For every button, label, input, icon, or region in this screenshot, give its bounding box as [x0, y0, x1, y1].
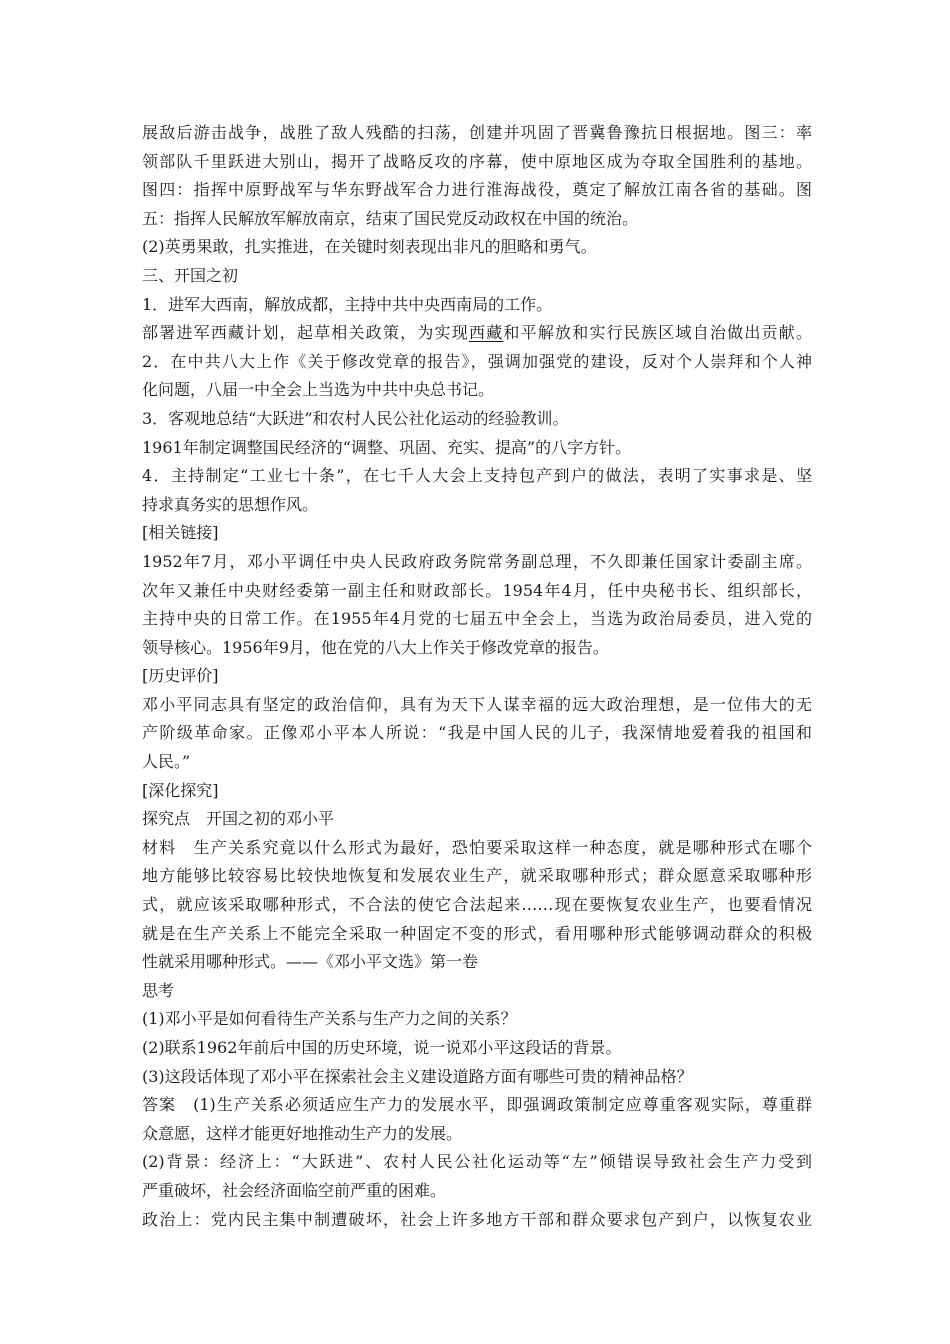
section-heading: 三、开国之初 [142, 265, 239, 285]
text-line: 化问题，八届一中全会上当选为中共中央总书记。 [142, 380, 495, 400]
text-line: (2)背景：经济上：“大跃进”、农村人民公社化运动等“左”倾错误导致社会生产力受到 [142, 1152, 812, 1172]
subsection-label: [深化探究] [142, 780, 219, 800]
subsection-label: [相关链接] [142, 523, 219, 543]
text-line: 就是在生产关系上不能完全采取一种固定不变的形式，看用哪种形式能够调动群众的积极 [142, 923, 812, 943]
text-line: (1)邓小平是如何看待生产关系与生产力之间的关系？ [142, 1009, 517, 1029]
text-line: 领部队千里跃进大别山，揭开了战略反攻的序幕，使中原地区成为夺取全国胜利的基地。 [142, 151, 812, 171]
text-line: 众意愿，这样才能更好地推动生产力的发展。 [142, 1123, 463, 1143]
text-segment: 和平解放和实行民族区域自治做出贡献。 [503, 323, 812, 343]
text-line: 式，就应该采取哪种形式，不合法的使它合法起来……现在要恢复农业生产，也要看情况 [142, 895, 812, 915]
text-segment: 部署进军西藏计划，起草相关政策，为实现 [142, 323, 469, 343]
underlined-text: 西藏 [468, 323, 504, 343]
text-line: 地方能够比较容易比较快地恢复和发展农业生产，就采取哪种形式；群众愿意采取哪种形 [142, 866, 812, 886]
text-line: 思考 [142, 980, 175, 1000]
subsection-label: [历史评价] [142, 666, 219, 686]
text-line: 政治上：党内民主集中制遭破坏，社会上许多地方干部和群众要求包产到户，以恢复农业 [142, 1209, 812, 1229]
text-line: 邓小平同志具有坚定的政治信仰，具有为天下人谋幸福的远大政治理想，是一位伟大的无 [142, 694, 812, 714]
text-line: 主持中央的日常工作。在1955年4月党的七届五中全会上，当选为政治局委员，进入党的 [142, 609, 812, 629]
text-line: 4．主持制定“工业七十条”，在七千人大会上支持包产到户的做法，表明了实事求是、坚 [142, 466, 812, 486]
document-body [142, 119, 812, 1234]
text-line [142, 319, 812, 348]
text-line: 2．在中共八大上作《关于修改党章的报告》，强调加强党的建设，反对个人崇拜和个人神 [142, 351, 812, 371]
text-line: 1952年7月，邓小平调任中央人民政府政务院常务副总理，不久即兼任国家计委副主席。 [142, 551, 812, 571]
text-line: 材料 生产关系究竟以什么形式为最好，恐怕要采取这样一种态度，就是哪种形式在哪个 [142, 837, 812, 857]
text-line: 产阶级革命家。正像邓小平本人所说：“我是中国人民的儿子，我深情地爱着我的祖国和 [142, 723, 812, 743]
text-line: 图四：指挥中原野战军与华东野战军合力进行淮海战役，奠定了解放江南各省的基础。图 [142, 180, 812, 200]
text-line: 性就采用哪种形式。——《邓小平文选》第一卷 [142, 952, 479, 972]
text-line: 次年又兼任中央财经委第一副主任和财政部长。1954年4月，任中央秘书长、组织部长， [142, 580, 812, 600]
text-line: 1961年制定调整国民经济的“调整、巩固、充实、提高”的八字方针。 [142, 437, 632, 457]
text-line: 人民。” [142, 752, 191, 772]
text-line: (2)联系1962年前后中国的历史环境，说一说邓小平这段话的背景。 [142, 1038, 622, 1057]
text-line: 探究点 开国之初的邓小平 [142, 809, 335, 829]
text-line: 答案 (1)生产关系必须适应生产力的发展水平，即强调政策制定应尊重客观实际，尊重群 [142, 1095, 812, 1115]
text-line: 五：指挥人民解放军解放南京，结束了国民党反动政权在中国的统治。 [142, 208, 639, 228]
text-line: (2)英勇果敢，扎实推进，在关键时刻表现出非凡的胆略和勇气。 [142, 237, 597, 257]
text-line: 严重破坏，社会经济面临空前严重的困难。 [142, 1180, 447, 1200]
text-line: (3)这段话体现了邓小平在探索社会主义建设道路方面有哪些可贵的精神品格？ [142, 1066, 693, 1086]
text-line: 持求真务实的思想作风。 [142, 494, 319, 514]
text-line: 3．客观地总结“大跃进”和农村人民公社化运动的经验教训。 [142, 408, 569, 428]
text-line: 领导核心。1956年9月，他在党的八大上作关于修改党章的报告。 [142, 637, 609, 657]
text-line: 1．进军大西南，解放成都，主持中共中央西南局的工作。 [142, 294, 553, 314]
text-line: 展敌后游击战争，战胜了敌人残酷的扫荡，创建并巩固了晋冀鲁豫抗日根据地。图三：率 [142, 123, 812, 142]
